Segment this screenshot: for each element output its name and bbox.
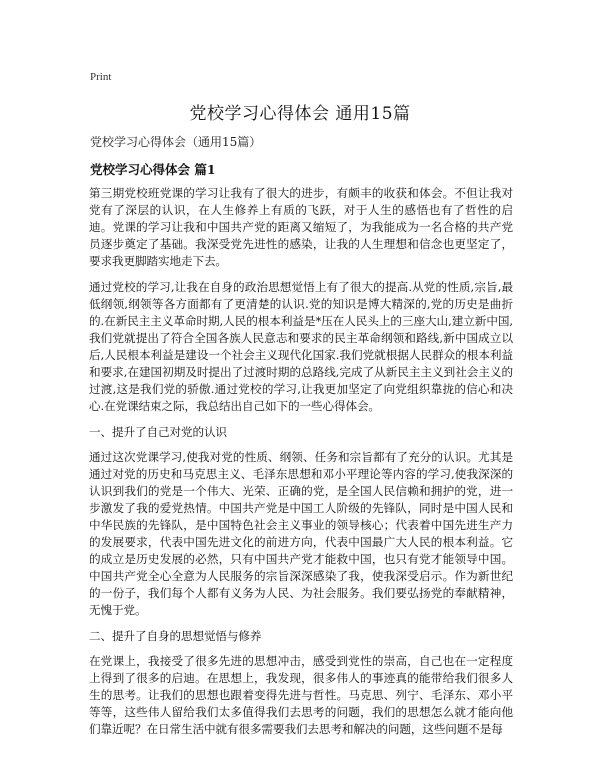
print-link[interactable]: Print — [90, 71, 112, 83]
subsection-heading: 一、提升了自己对党的认识 — [89, 425, 227, 439]
article-body — [89, 185, 513, 747]
paragraph: 第三期党校班党课的学习让我有了很大的进步，有颇丰的收获和体会。不但让我对党有了深层的认识，在人生修养上有质的飞跃，对于人生的感悟也有了哲性的启迪。党课的学习让我和中国共产党的距离又缩短了，为我能成为一名合格的共产党员逐步奠定了基础。我深受党先进性的感染，让我的人生理想和信念也更坚定了，要求我更脚踏实地走下去。 — [89, 186, 513, 268]
paragraph: 通过党校的学习,让我在自身的政治思想觉悟上有了很大的提高.从党的性质,宗旨,最低纲领,纲领等各方面都有了更清楚的认识.党的知识是博大精深的,党的历史是曲折的.在新民主主义革命时期,人民的根本利益是*压在人民头上的三座大山,建立新中国,我们党就提出了符合全国各族人民意志和要求的民主革命纲领和路线,新中国成立以后,人民根本利益是建设一个社会主义现代化国家.我们党就根据人民群众的根本利益和要求,在建国初期及时提出了过渡时期的总路线,完成了从新民主主义到社会主义的过渡,这是我们党的骄傲.通过党校的学习,让我更加坚定了向党组织靠拢的信心和决心.在党课结束之际，我总结出自己如下的一些心得体会。 — [89, 280, 513, 413]
paragraph: 通过这次党课学习,使我对党的性质、纲领、任务和宗旨都有了充分的认识。尤其是通过对党的历史和马克思主义、毛泽东思想和邓小平理论等内容的学习,使我深深的认识到我们的党是一个伟大、光荣、正确的党，是全国人民信赖和拥护的党，进一步激发了我的爱党热情。中国共产党是中国工人阶级的先锋队，同时是中国人民和中华民族的先锋队，是中国特色社会主义事业的领导核心；代表着中国先进生产力的发展要求，代表中国先进文化的前进方向，代表中国最广大人民的根本利益。它的成立是历史发展的必然，只有中国共产党才能救中国，也只有党才能领导中国。中国共产党全心全意为人民服务的宗旨深深感染了我，使我深受启示。作为新世纪的一份子，我们每个人都有义务为人民、为社会服务。我们要弘扬党的奉献精神，无愧于党。 — [89, 450, 513, 617]
page-title: 党校学习心得体会 通用15篇 — [189, 104, 411, 124]
paragraph: 在党课上，我接受了很多先进的思想冲击，感受到党性的崇高，自己也在一定程度上得到了很多的启迪。在思想上，我发现，很多伟人的事迹真的能带给我们很多人生的思考。让我们的思想也跟着变得先进与哲性。马克思、列宁、毛泽东、邓小平等等，这些伟人留给我们太多值得我们去思考的问题，我们的思想怎么就才能向他们靠近呢？在日常生活中就有很多需要我们去思考和解决的问题，这些问题不是每 — [89, 654, 513, 736]
section-heading: 党校学习心得体会 篇1 — [90, 162, 216, 177]
document-subtitle: 党校学习心得体会（通用15篇） — [90, 135, 262, 149]
subsection-heading: 二、提升了自身的思想觉悟与修养 — [89, 629, 262, 643]
